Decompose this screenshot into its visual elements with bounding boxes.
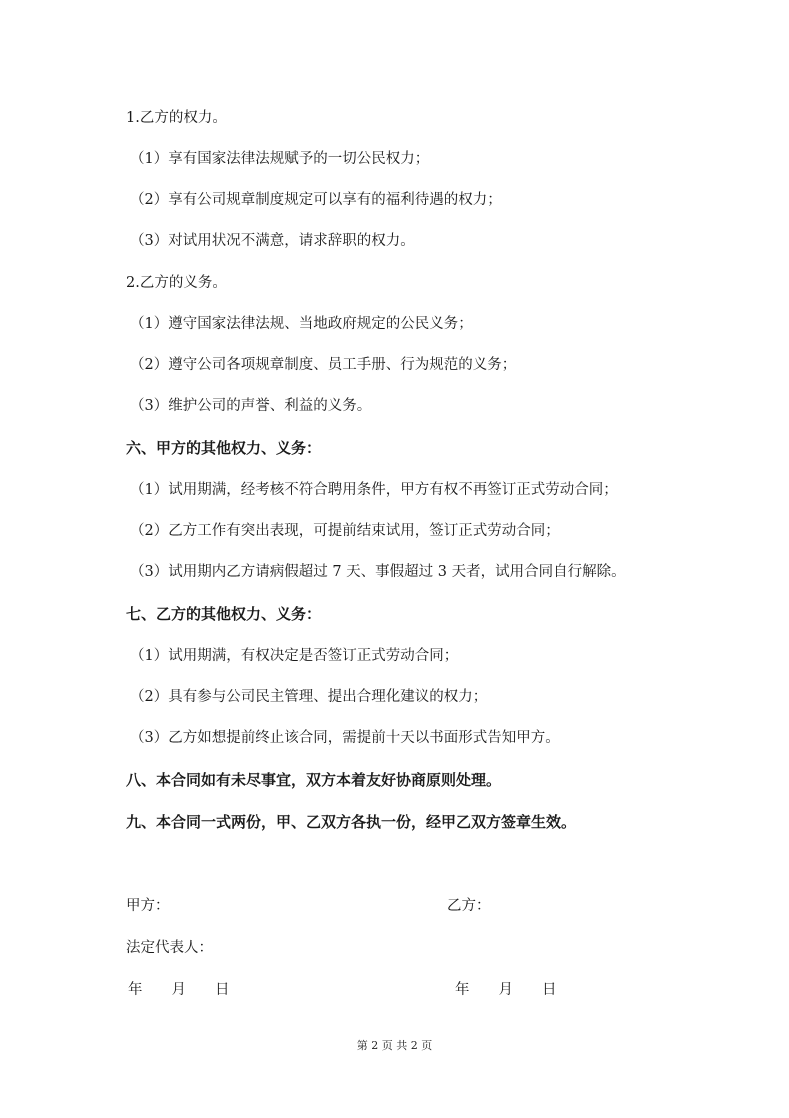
section-7-heading: 七、乙方的其他权力、义务： <box>126 605 322 623</box>
rights-b-heading: 1.乙方的权力。 <box>126 110 227 126</box>
section-6-item-1: （1）试用期满，经考核不符合聘用条件，甲方有权不再签订正式劳动合同； <box>130 482 618 498</box>
page-number-footer: 第 2 页 共 2 页 <box>356 1039 433 1052</box>
date-b-line: 年 月 日 <box>455 982 557 998</box>
section-6-item-2: （2）乙方工作有突出表现，可提前结束试用，签订正式劳动合同； <box>130 523 560 539</box>
rights-b-item-2: （2）享有公司规章制度规定可以享有的福利待遇的权力； <box>130 192 502 208</box>
date-a-line: 年 月 日 <box>128 982 230 998</box>
section-6-item-3: （3）试用期内乙方请病假超过 7 天、事假超过 3 天者，试用合同自行解除。 <box>130 564 626 580</box>
duties-b-item-2: （2）遵守公司各项规章制度、员工手册、行为规范的义务； <box>130 357 517 373</box>
section-7-item-1: （1）试用期满，有权决定是否签订正式劳动合同； <box>130 648 459 664</box>
section-7-item-3: （3）乙方如想提前终止该合同，需提前十天以书面形式告知甲方。 <box>130 730 560 746</box>
duties-b-item-1: （1）遵守国家法律法规、当地政府规定的公民义务； <box>130 316 473 332</box>
party-b-label: 乙方： <box>447 898 491 914</box>
duties-b-item-3: （3）维护公司的声誉、利益的义务。 <box>130 398 372 414</box>
section-6-heading: 六、甲方的其他权力、义务： <box>126 439 322 457</box>
legal-rep-label: 法定代表人： <box>126 940 213 956</box>
rights-b-item-1: （1）享有国家法律法规赋予的一切公民权力； <box>130 151 430 167</box>
duties-b-heading: 2.乙方的义务。 <box>126 275 227 291</box>
rights-b-item-3: （3）对试用状况不满意，请求辞职的权力。 <box>130 233 415 249</box>
section-7-item-2: （2）具有参与公司民主管理、提出合理化建议的权力； <box>130 689 488 705</box>
party-a-label: 甲方： <box>126 898 170 914</box>
section-9-text: 九、本合同一式两份，甲、乙双方各执一份，经甲乙双方签章生效。 <box>126 813 577 831</box>
section-8-text: 八、本合同如有未尽事宜，双方本着友好协商原则处理。 <box>126 771 502 789</box>
